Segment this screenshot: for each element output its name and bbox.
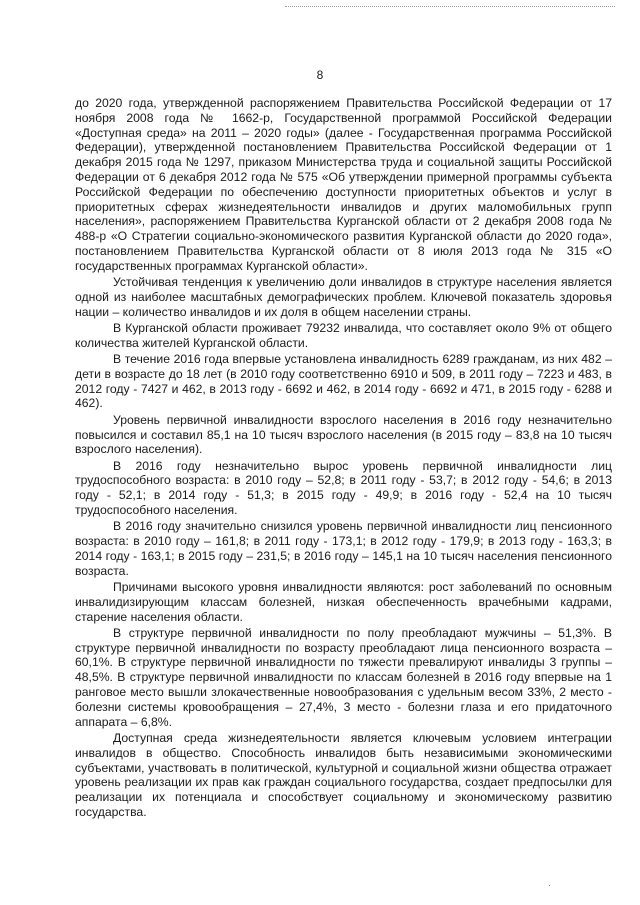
paragraph: В течение 2016 года впервые установлена инвалидность 6289 гражданам, из них 482 – дети в возрасте до 18 лет (в 2010 году соответственно 6910 и 509, в 2011 году – 7223 и 483, в 2012 году - 7427 и 462, в 2013 году - 6692 и 462, в 2014 году - 6692 и 471, в 2015 году - 6288 и 462). (75, 352, 612, 411)
paragraph: В Курганской области проживает 79232 инвалида, что составляет около 9% от общего количества жителей Курганской области. (75, 320, 612, 350)
paragraph: Устойчивая тенденция к увеличению доли инвалидов в структуре населения является одной из наиболее масштабных демографических проблем. Ключевой показатель здоровья нации – количество инвалидов и их доля в общем населении страны. (75, 275, 612, 319)
paragraph: Причинами высокого уровня инвалидности являются: рост заболеваний по основным инвалидизирующим классам болезней, низкая обеспеченность врачебными кадрами, старение населения области. (75, 580, 612, 624)
body-text (75, 96, 612, 821)
paragraph: Доступная среда жизнедеятельности является ключевым условием интеграции инвалидов в общество. Способность инвалидов быть независимыми экономическими субъектами, участвовать в политической, культурной и социальной жизни общества отражает уровень реализации их прав как граждан социального государства, создает предпосылки для реализации их потенциала и способствует социальному и экономическому развитию государства. (75, 730, 612, 819)
paragraph: Уровень первичной инвалидности взрослого населения в 2016 году незначительно повысился и составил 85,1 на 10 тысяч взрослого населения (в 2015 году – 83,8 на 10 тысяч взрослого населения). (75, 412, 612, 457)
footer-mark: · (548, 880, 551, 890)
paragraph: В 2016 году значительно снизился уровень первичной инвалидности лиц пенсионного возраста: в 2010 году – 161,8; в 2011 году - 173,1; в 2012 году - 179,9; в 2013 году - 163,3; в 2014 году - 163,1; в 2015 году – 231,5; в 2016 году – 145,1 на 10 тысяч населения пенсионного возраста. (75, 519, 612, 578)
header-rule (285, 6, 615, 7)
paragraph-continuation: до 2020 года, утвержденной распоряжением Правительства Российской Федерации от 17 ноября 2008 года № 1662-р, Государственной программой Российской Федерации «Доступная среда» на 2011 – 2020 годы» (далее - Государственная программа Российской Федерации), утвержденной постановлением Правительства Российской Федерации от 1 декабря 2015 года № 1297, приказом Министерства труда и социальной защиты Российской Федерации от 6 декабря 2012 года № 575 «Об утверждении примерной программы субъекта Российской Федерации по обеспечению доступности приоритетных объектов и услуг в приоритетных сферах жизнедеятельности инвалидов и других маломобильных групп населения», распоряжением Правительства Курганской области от 2 декабря 2008 года № 488-р «О Стратегии социально-экономического развития Курганской области до 2020 года», постановлением Правительства Курганской области от 8 июля 2013 года № 315 «О государственных программах Курганской области». (75, 96, 612, 273)
paragraph: В структуре первичной инвалидности по полу преобладают мужчины – 51,3%. В структуре первичной инвалидности по возрасту преобладают лица пенсионного возраста – 60,1%. В структуре первичной инвалидности по тяжести превалируют инвалиды 3 группы – 48,5%. В структуре первичной инвалидности по классам болезней в 2016 году впервые на 1 ранговое место вышли злокачественные новообразования с удельным весом 33%, 2 место - болезни системы кровообращения – 27,4%, 3 место - болезни глаза и его придаточного аппарата – 6,8%. (75, 625, 612, 729)
paragraph: В 2016 году незначительно вырос уровень первичной инвалидности лиц трудоспособного возраста: в 2010 году – 52,8; в 2011 году - 53,7; в 2012 году - 54,6; в 2013 году - 52,1; в 2014 году - 51,3; в 2015 году - 49,9; в 2016 году - 52,4 на 10 тысяч трудоспособного населения. (75, 458, 612, 518)
corner-mark: · (605, 1, 608, 11)
page-number: 8 (316, 68, 324, 82)
